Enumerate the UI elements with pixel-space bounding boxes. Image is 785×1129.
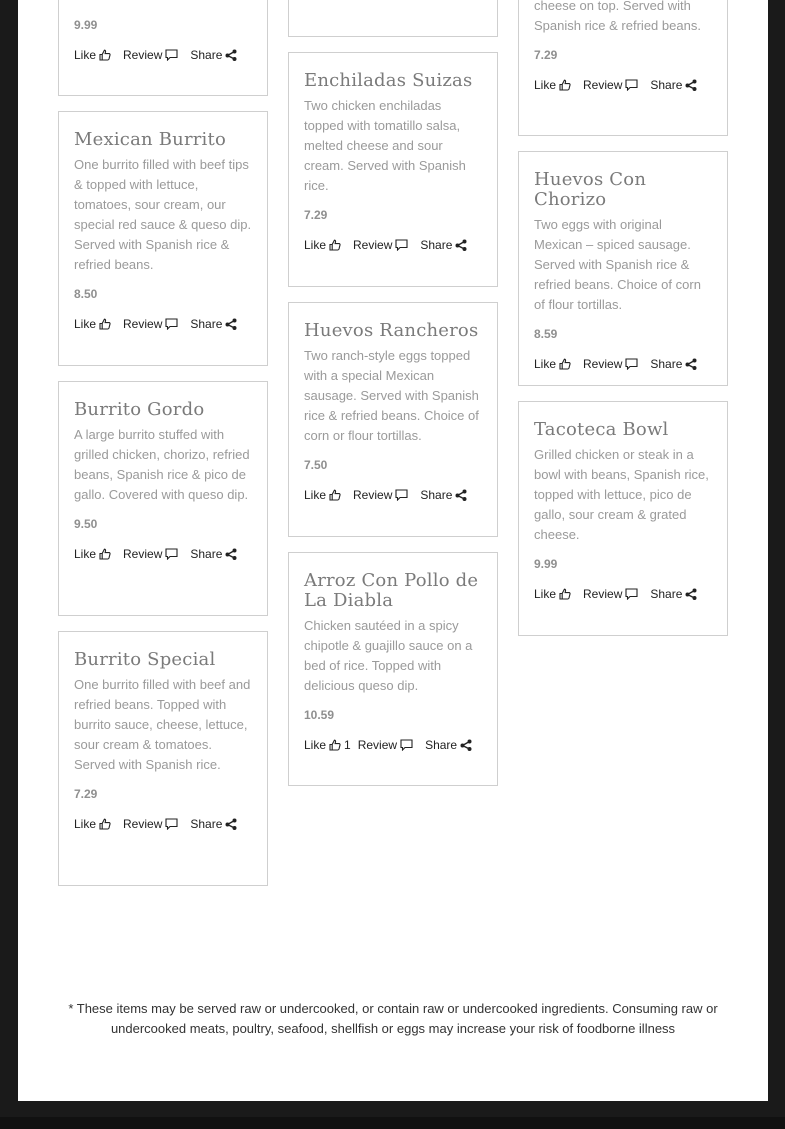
like-button[interactable]: Like [74, 547, 111, 561]
menu-item-card [518, 151, 728, 386]
like-button[interactable]: Like [534, 357, 571, 371]
thumbs-up-icon [99, 318, 111, 330]
comment-icon [400, 739, 413, 751]
comment-icon [165, 49, 178, 61]
item-actions [74, 314, 252, 334]
item-price: 10.59 [304, 708, 335, 722]
menu-item-card [58, 631, 268, 886]
comment-icon [395, 489, 408, 501]
item-title: Huevos Rancheros [304, 320, 479, 341]
item-description: cheese on top. Served with Spanish rice & refried beans. [534, 0, 701, 33]
menu-item-card [518, 0, 728, 136]
review-button[interactable]: Review [583, 587, 638, 601]
comment-icon [625, 358, 638, 370]
like-count: 1 [344, 738, 351, 752]
menu-item-card [58, 111, 268, 366]
menu-item-card [58, 0, 268, 96]
thumbs-up-icon [559, 588, 571, 600]
item-title: Huevos Con Chorizo [534, 169, 647, 210]
share-button[interactable]: Share [650, 587, 697, 601]
like-button[interactable]: Like [74, 817, 111, 831]
menu-item-card [58, 381, 268, 616]
item-price: 7.29 [74, 787, 98, 801]
page-bottom-bar [0, 1117, 785, 1129]
item-price: 7.50 [304, 458, 328, 472]
share-icon [225, 49, 237, 61]
item-actions [304, 485, 482, 505]
menu-item-card [288, 0, 498, 37]
share-button[interactable]: Share [425, 738, 472, 752]
like-button[interactable]: Like 1 [304, 738, 351, 752]
thumbs-up-icon [99, 548, 111, 560]
item-price: 9.99 [74, 18, 98, 32]
share-button[interactable]: Share [190, 817, 237, 831]
review-button[interactable]: Review [353, 238, 408, 252]
item-actions [304, 0, 482, 3]
share-icon [685, 358, 697, 370]
item-title: Arroz Con Pollo de La Diabla [304, 570, 479, 611]
item-actions [74, 544, 252, 564]
like-button[interactable]: Like [534, 78, 571, 92]
review-button[interactable]: Review [583, 78, 638, 92]
share-button[interactable]: Share [650, 357, 697, 371]
menu-item-card [518, 401, 728, 636]
like-button[interactable]: Like [74, 317, 111, 331]
review-button[interactable]: Review [583, 357, 638, 371]
comment-icon [165, 818, 178, 830]
share-icon [685, 79, 697, 91]
item-actions [534, 584, 712, 604]
comment-icon [625, 588, 638, 600]
item-description: Two chicken enchiladas topped with tomatillo salsa, melted cheese and sour cream. Served with Spanish rice. [304, 98, 466, 193]
item-price: 8.59 [534, 327, 558, 341]
menu-item-card [288, 52, 498, 287]
item-description: One burrito filled with beef tips & topped with lettuce, tomatoes, sour cream, our special red sauce & queso dip. Served with Spanish rice & refried beans. [74, 157, 252, 272]
share-icon [225, 818, 237, 830]
thumbs-up-icon [329, 489, 341, 501]
thumbs-up-icon[interactable] [331, 0, 343, 3]
item-actions [304, 735, 482, 755]
foodborne-illness-disclaimer: * These items may be served raw or undercooked, or contain raw or undercooked ingredients. Consuming raw or undercooked meats, poultry, seafood, shellfish or eggs may increase your risk of foodborne illness [68, 1001, 718, 1036]
comment-icon [625, 79, 638, 91]
share-button[interactable]: Share [190, 317, 237, 331]
review-button[interactable]: Review [123, 547, 178, 561]
thumbs-up-icon [329, 739, 341, 751]
share-button[interactable]: Share [190, 547, 237, 561]
like-button[interactable]: Like [534, 587, 571, 601]
share-icon [225, 318, 237, 330]
item-actions [534, 354, 712, 374]
menu-page [18, 0, 768, 1101]
item-price: 7.29 [534, 48, 558, 62]
review-button[interactable]: Review [123, 48, 178, 62]
share-button[interactable]: Share [190, 48, 237, 62]
item-price: 7.29 [304, 208, 328, 222]
review-button[interactable]: Review [123, 317, 178, 331]
thumbs-up-icon [559, 358, 571, 370]
thumbs-up-icon [559, 79, 571, 91]
item-description: A large burrito stuffed with grilled chicken, chorizo, refried beans, Spanish rice & pico de gallo. Covered with queso dip. [74, 427, 250, 502]
comment-icon [395, 239, 408, 251]
item-description: Chicken sautéed in a spicy chipotle & guajillo sauce on a bed of rice. Topped with delicious queso dip. [304, 618, 473, 693]
item-title: Burrito Special [74, 649, 216, 670]
item-actions [74, 45, 252, 65]
item-title: Burrito Gordo [74, 399, 205, 420]
share-icon [460, 739, 472, 751]
menu-item-card [288, 552, 498, 786]
share-icon [455, 239, 467, 251]
item-description: One burrito filled with beef and refried beans. Topped with burrito sauce, cheese, lettuce, sour cream & tomatoes. Served with Spanish rice. [74, 677, 251, 772]
review-button[interactable]: Review [353, 488, 408, 502]
item-actions [74, 814, 252, 834]
item-actions [304, 235, 482, 255]
thumbs-up-icon [329, 239, 341, 251]
comment-icon[interactable] [400, 0, 413, 3]
item-description: Two eggs with original Mexican – spiced sausage. Served with Spanish rice & refried beans. Choice of corn of flour tortillas. [534, 217, 701, 312]
review-button[interactable]: Review [123, 817, 178, 831]
item-actions [534, 75, 712, 95]
share-icon [685, 588, 697, 600]
thumbs-up-icon [99, 49, 111, 61]
item-price: 9.50 [74, 517, 98, 531]
like-button[interactable]: Like [304, 238, 341, 252]
item-description: Two ranch-style eggs topped with a special Mexican sausage. Served with Spanish rice & refried beans. Choice of corn or flour tortillas. [304, 348, 479, 443]
comment-icon [165, 548, 178, 560]
share-button[interactable]: Share [420, 238, 467, 252]
share-button[interactable]: Share [420, 488, 467, 502]
share-icon [225, 548, 237, 560]
item-description: Grilled chicken or steak in a bowl with beans, Spanish rice, topped with lettuce, pico de gallo, sour cream & grated cheese. [534, 447, 709, 542]
review-button[interactable]: Review [358, 738, 413, 752]
comment-icon [165, 318, 178, 330]
menu-item-card [288, 302, 498, 537]
share-button[interactable]: Share [650, 78, 697, 92]
share-icon [455, 489, 467, 501]
thumbs-up-icon [99, 818, 111, 830]
like-button[interactable]: Like [74, 48, 111, 62]
share-icon[interactable] [459, 0, 471, 3]
item-price: 8.50 [74, 287, 98, 301]
like-button[interactable]: Like [304, 488, 341, 502]
item-title: Mexican Burrito [74, 129, 226, 150]
item-title: Tacoteca Bowl [534, 419, 669, 440]
item-title: Enchiladas Suizas [304, 70, 473, 91]
item-price: 9.99 [534, 557, 558, 571]
